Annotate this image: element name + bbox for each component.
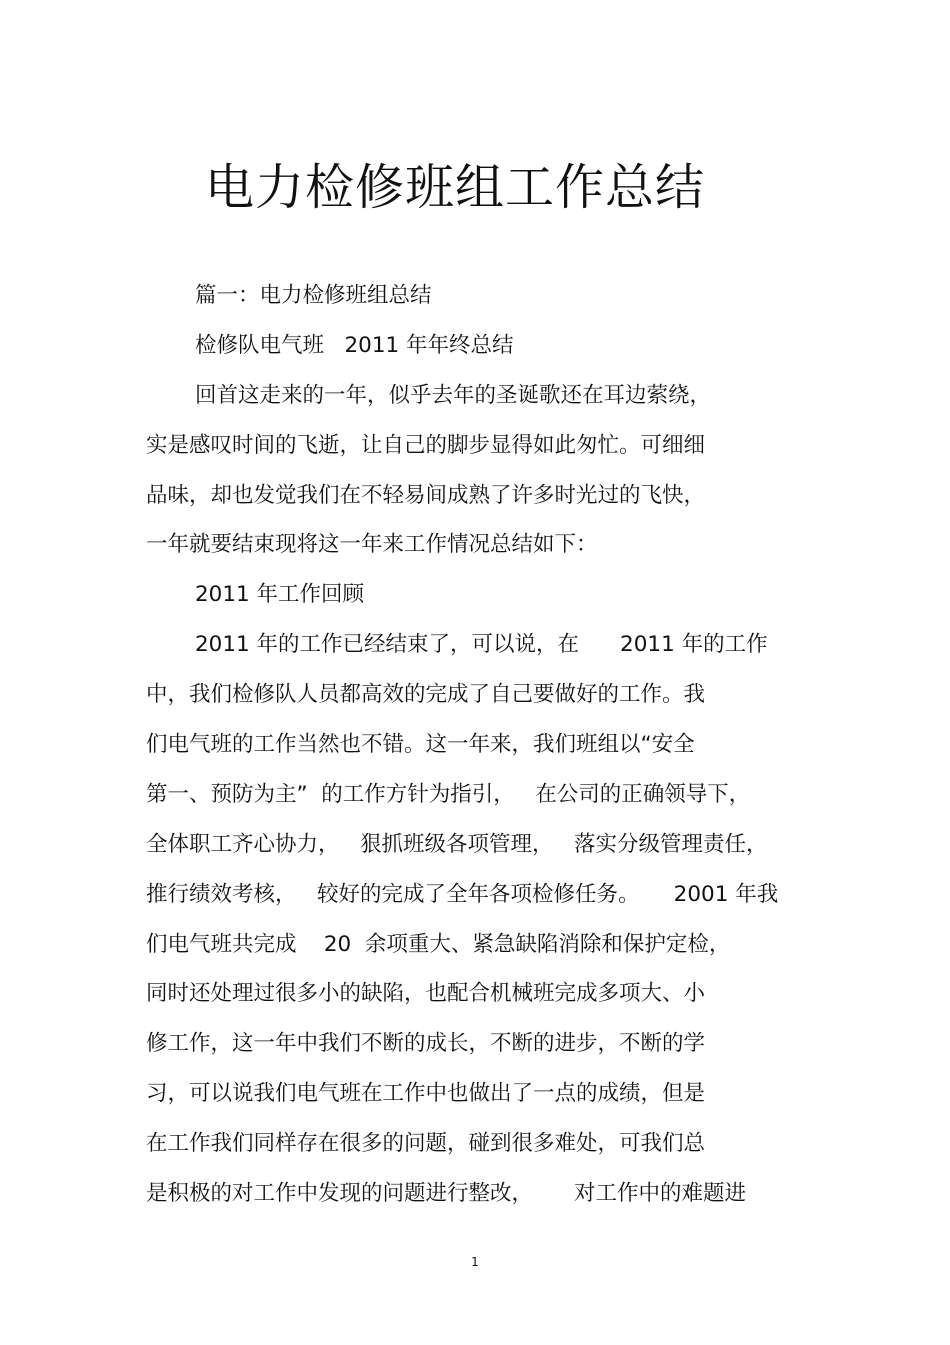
- text-line: 2011 年的工作已经结束了，可以说，在 2011 年的工作: [195, 632, 768, 658]
- text-line: 习，可以说我们电气班在工作中也做出了一点的成绩，但是: [146, 1081, 706, 1107]
- text-line: 实是感叹时间的飞逝，让自己的脚步显得如此匆忙。可细细: [146, 432, 706, 458]
- text-line: 品味，却也发觉我们在不轻易间成熟了许多时光过的飞快，: [146, 482, 706, 508]
- text-line: 同时还处理过很多小的缺陷，也配合机械班完成多项大、小: [146, 981, 706, 1007]
- text-line: 一年就要结束现将这一年来工作情况总结如下：: [146, 532, 598, 558]
- text-line: 检修队电气班 2011 年年终总结: [195, 332, 514, 358]
- text-line: 在工作我们同样存在很多的问题，碰到很多难处，可我们总: [146, 1131, 706, 1157]
- text-line: 篇一：电力检修班组总结: [195, 283, 432, 308]
- text-line: 中，我们检修队人员都高效的完成了自己要做好的工作。我: [146, 682, 706, 708]
- text-line: 推行绩效考核， 较好的完成了全年各项检修任务。 2001 年我: [146, 881, 779, 907]
- text-line: 2011 年工作回顾: [195, 582, 365, 608]
- page-number: 1: [471, 1255, 479, 1269]
- text-line: 回首这走来的一年，似乎去年的圣诞歌还在耳边萦绕，: [195, 382, 712, 408]
- text-line: 全体职工齐心协力， 狠抓班级各项管理， 落实分级管理责任，: [146, 831, 768, 857]
- document-title: 电力检修班组工作总结: [204, 159, 705, 216]
- text-line: 是积极的对工作中发现的问题进行整改， 对工作中的难题进: [146, 1181, 747, 1207]
- text-line: 们电气班共完成 20 余项重大、紧急缺陷消除和保护定检，: [146, 931, 731, 957]
- text-line: 们电气班的工作当然也不错。这一年来，我们班组以“安全: [146, 732, 695, 758]
- text-line: 修工作，这一年中我们不断的成长，不断的进步，不断的学: [146, 1031, 706, 1057]
- text-line: 第一、预防为主” 的工作方针为指引， 在公司的正确领导下，: [146, 781, 751, 807]
- document-body: [0, 271, 950, 1219]
